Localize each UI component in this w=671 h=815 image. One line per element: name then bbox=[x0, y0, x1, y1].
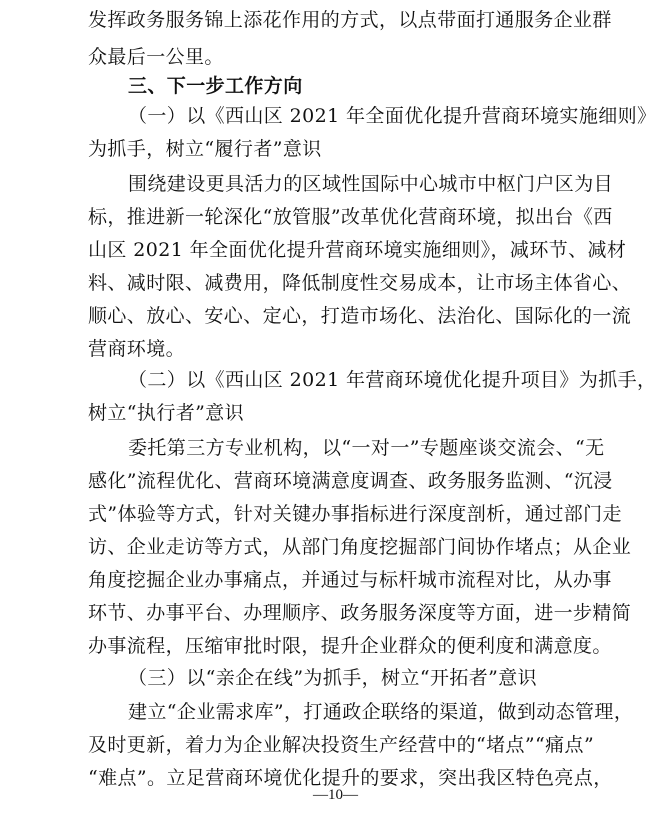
body-text-line: 式”体验等方式，针对关键办事指标进行深度剖析，通过部门走 bbox=[88, 503, 622, 525]
body-text-line: 感化”流程优化、营商环境满意度调查、政务服务监测、“沉浸 bbox=[88, 470, 613, 492]
body-text-line: 料、减时限、减费用，降低制度性交易成本，让市场主体省心、 bbox=[88, 272, 632, 294]
subsection-heading: （三）以“亲企在线”为抓手，树立“开拓者”意识 bbox=[128, 667, 538, 689]
page-number: —10— bbox=[313, 787, 358, 803]
body-text-line: 营商环境。 bbox=[88, 338, 186, 360]
body-text-line: 角度挖掘企业办事痛点，并通过与标杆城市流程对比，从办事 bbox=[88, 569, 612, 591]
body-text-line: 围绕建设更具活力的区域性国际中心城市中枢门户区为目 bbox=[128, 173, 614, 195]
subsection-heading: （二）以《西山区 2021 年营商环境优化提升项目》为抓手， bbox=[128, 369, 657, 391]
body-text-line: 委托第三方专业机构，以“一对一”专题座谈交流会、“无 bbox=[128, 437, 605, 459]
body-text-line: 访、企业走访等方式，从部门角度挖掘部门间协作堵点；从企业 bbox=[88, 536, 632, 558]
subsection-heading-cont: 为抓手，树立“履行者”意识 bbox=[88, 138, 322, 160]
body-text-line: 办事流程，压缩审批时限，提升企业群众的便利度和满意度。 bbox=[88, 635, 612, 657]
body-text-line: 环节、办事平台、办理顺序、政务服务深度等方面，进一步精简 bbox=[88, 602, 632, 624]
body-text-line: 山区 2021 年全面优化提升营商环境实施细则》，减环节、减材 bbox=[88, 239, 627, 261]
body-text-line: 标，推进新一轮深化“放管服”改革优化营商环境，拟出台《西 bbox=[88, 206, 613, 228]
body-text-line: 顺心、放心、安心、定心，打造市场化、法治化、国际化的一流 bbox=[88, 305, 632, 327]
body-text-line: 及时更新，着力为企业解决投资生产经营中的“堵点”“痛点” bbox=[88, 734, 595, 756]
subsection-heading-cont: 树立“执行者”意识 bbox=[88, 402, 245, 424]
subsection-heading: （一）以《西山区 2021 年全面优化提升营商环境实施细则》 bbox=[128, 105, 657, 127]
body-text-line: 建立“企业需求库”，打通政企联络的渠道，做到动态管理， bbox=[128, 701, 634, 723]
body-text-line: “难点”。立足营商环境优化提升的要求，突出我区特色亮点， bbox=[88, 767, 613, 789]
section-heading: 三、下一步工作方向 bbox=[128, 75, 303, 97]
body-text-line: 众最后一公里。 bbox=[88, 46, 224, 68]
body-text-line: 发挥政务服务锦上添花作用的方式，以点带面打通服务企业群 bbox=[88, 9, 612, 31]
